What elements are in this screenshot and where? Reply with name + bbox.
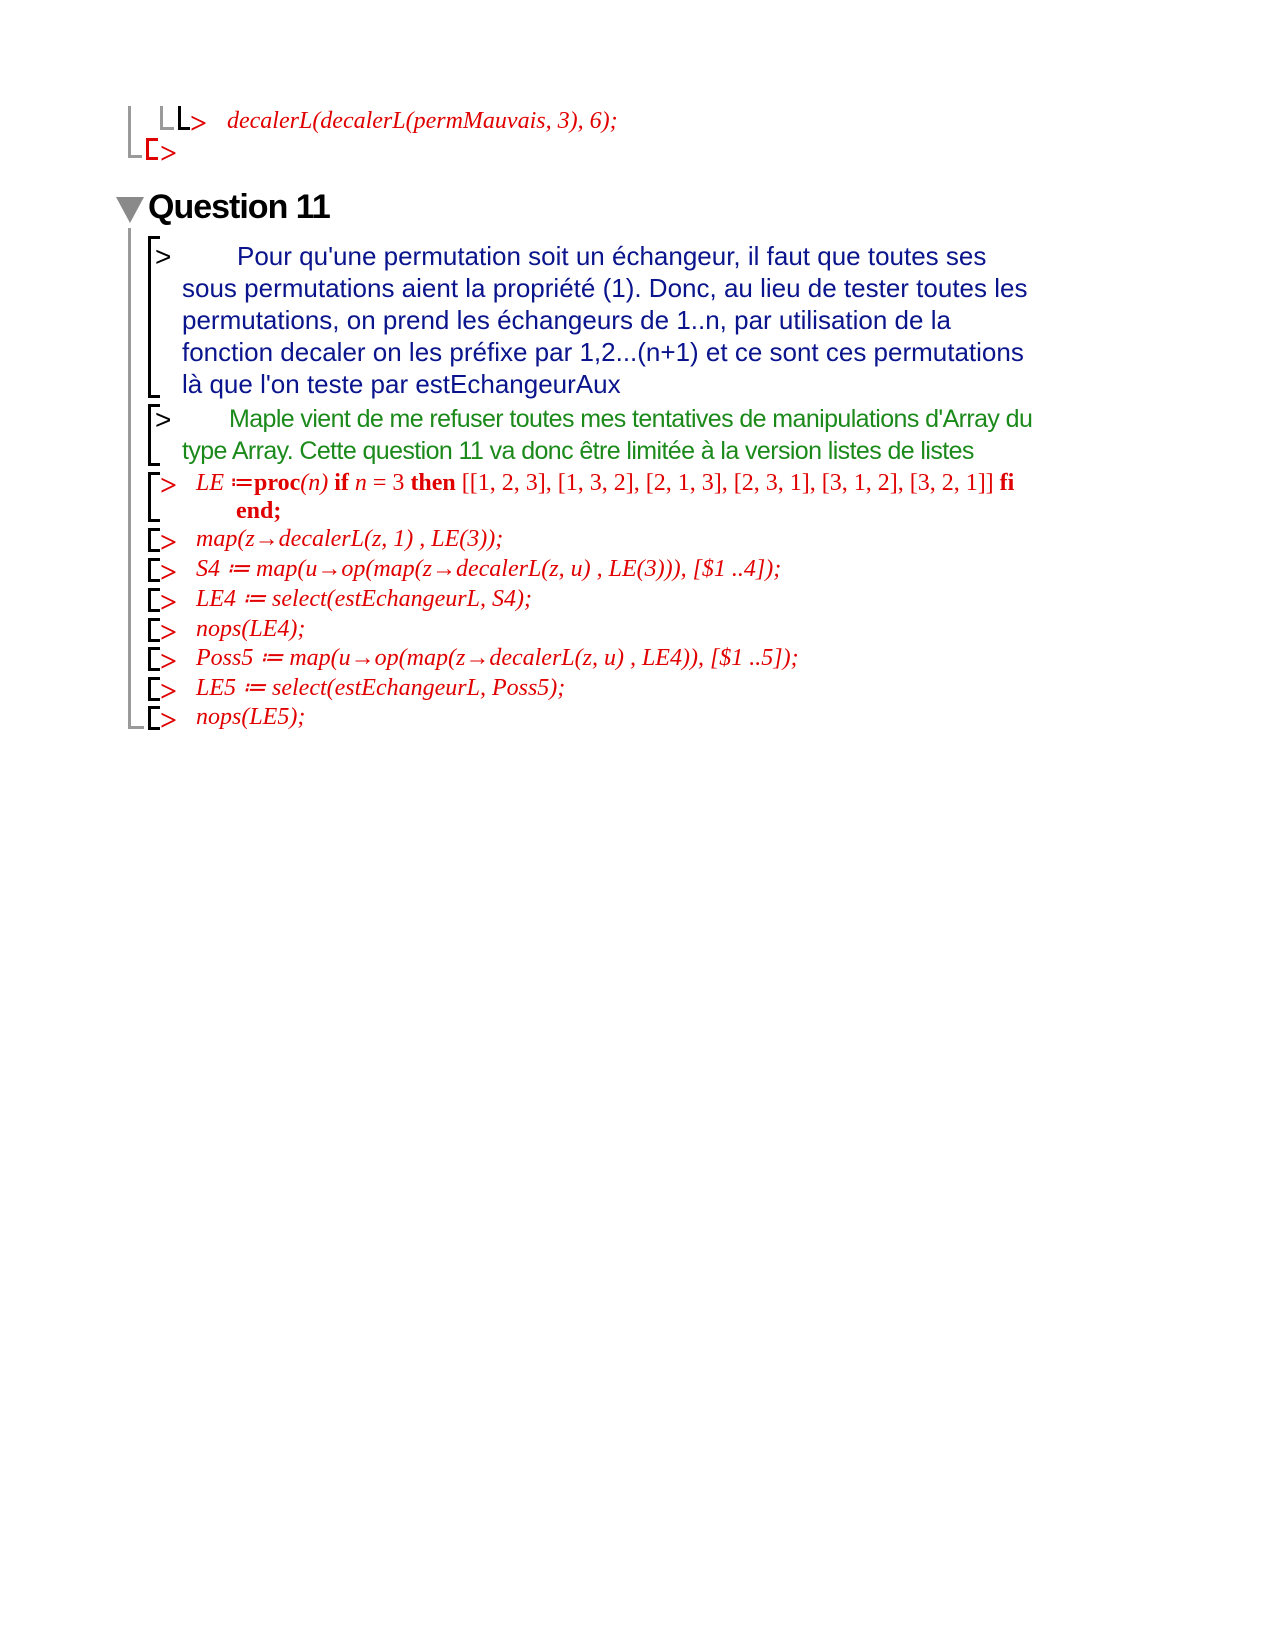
collapse-triangle-icon[interactable] <box>116 197 144 223</box>
prompt-marker-le[interactable]: > <box>160 469 178 502</box>
code-input-nops4[interactable]: nops(LE4); <box>196 616 306 642</box>
section-title: Question 11 <box>148 188 330 226</box>
prompt-marker-s4[interactable]: > <box>160 556 178 589</box>
code-token: LE <box>196 470 225 496</box>
code-token: ≔ <box>230 470 255 496</box>
code-input-s4[interactable]: S4 ≔ map(u→op(map(z→decalerL(z, u) , LE(3))), [$1 ..4]); <box>196 556 782 582</box>
code-keyword-fi: fi <box>999 470 1015 496</box>
blue-line-2: sous permutations aient la propriété (1). Donc, au lieu de tester toutes les <box>182 273 1028 303</box>
prompt-marker-text-2[interactable]: > <box>155 404 172 435</box>
code-input-map[interactable]: map(z→decalerL(z, 1) , LE(3)); <box>196 526 504 552</box>
code-keyword-if: if <box>334 470 349 496</box>
prompt-marker-empty[interactable]: > <box>160 137 178 170</box>
code-keyword-end: end; <box>236 498 282 524</box>
prompt-marker-text[interactable]: > <box>155 241 172 272</box>
code-input-decaler[interactable]: decalerL(decalerL(permMauvais, 3), 6); <box>227 108 618 134</box>
code-input-le5[interactable]: LE5 ≔ select(estEchangeurL, Poss5); <box>196 675 566 701</box>
green-line-1: Maple vient de me refuser toutes mes tentatives de manipulations d'Array du <box>229 405 1033 433</box>
code-input-poss5[interactable]: Poss5 ≔ map(u→op(map(z→decalerL(z, u) , LE4)), [$1 ..5]); <box>196 645 799 671</box>
code-token: (n) <box>300 470 329 496</box>
prompt-marker-poss5[interactable]: > <box>160 645 178 678</box>
prompt-marker-nops5[interactable]: > <box>160 704 178 737</box>
prompt-marker-le4[interactable]: > <box>160 586 178 619</box>
code-token: [[1, 2, 3], [1, 3, 2], [2, 1, 3], [2, 3, 1], [3, 1, 2], [3, 2, 1]] <box>461 470 994 496</box>
code-token: n <box>354 470 367 496</box>
blue-line-4: fonction decaler on les préfixe par 1,2...(n+1) et ce sont ces permutations <box>182 337 1024 367</box>
code-input-le-def[interactable] <box>196 468 1014 498</box>
code-input-nops5[interactable]: nops(LE5); <box>196 704 306 730</box>
code-keyword-proc: proc <box>254 470 301 496</box>
code-input-le-end[interactable] <box>236 496 281 526</box>
blue-line-1: Pour qu'une permutation soit un échangeur, il faut que toutes ses <box>237 241 987 271</box>
code-keyword-then: then <box>410 470 456 496</box>
prompt-marker[interactable]: > <box>190 107 208 140</box>
blue-line-5: là que l'on teste par estEchangeurAux <box>182 369 621 399</box>
blue-line-3: permutations, on prend les échangeurs de 1..n, par utilisation de la <box>182 305 951 335</box>
prompt-marker-le5[interactable]: > <box>160 675 178 708</box>
code-input-le4[interactable]: LE4 ≔ select(estEchangeurL, S4); <box>196 586 532 612</box>
prompt-marker-nops4[interactable]: > <box>160 616 178 649</box>
prompt-marker-map[interactable]: > <box>160 526 178 559</box>
code-token: = 3 <box>366 470 411 496</box>
green-line-2: type Array. Cette question 11 va donc être limitée à la version listes de listes <box>182 437 974 465</box>
